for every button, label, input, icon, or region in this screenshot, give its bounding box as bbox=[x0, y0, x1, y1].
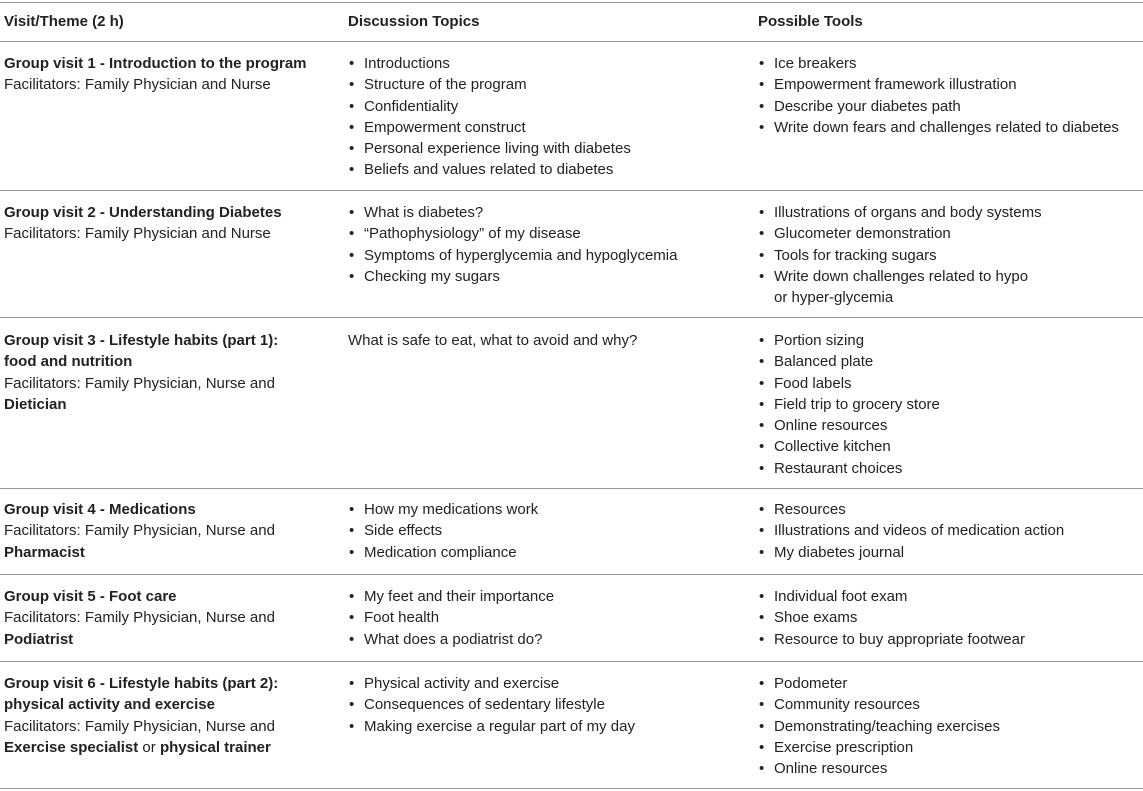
visit-theme-cell bbox=[4, 53, 334, 96]
discussion-topic-text: What is safe to eat, what to avoid and why? bbox=[348, 332, 638, 349]
visit-theme-cell bbox=[4, 586, 334, 650]
bullet-icon: • bbox=[759, 630, 765, 648]
bullet-icon: • bbox=[349, 543, 355, 561]
list-item: • Medication compliance bbox=[348, 542, 743, 563]
possible-tools-cell bbox=[758, 330, 1143, 479]
visit-facilitators: Facilitators: Family Physician and Nurse bbox=[4, 225, 271, 243]
list-item: • What does a podiatrist do? bbox=[348, 629, 743, 650]
table-header-row bbox=[0, 13, 1143, 31]
list-item: • Empowerment framework illustration bbox=[758, 74, 1143, 95]
visit-facilitators: Facilitators: Family Physician, Nurse and bbox=[4, 374, 275, 392]
list-item: • Demonstrating/teaching exercises bbox=[758, 716, 1143, 737]
list-item: • Exercise prescription bbox=[758, 737, 1143, 758]
list-item: • Structure of the program bbox=[348, 74, 743, 95]
header-possible-tools: Possible Tools bbox=[758, 13, 863, 30]
bullet-icon: • bbox=[759, 332, 765, 349]
list-item: • My diabetes journal bbox=[758, 542, 1143, 563]
list-item: • Resources bbox=[758, 499, 1143, 520]
discussion-topics-cell bbox=[348, 499, 743, 563]
bullet-icon: • bbox=[349, 225, 355, 243]
list-item: • Field trip to grocery store bbox=[758, 394, 1143, 415]
row-divider bbox=[0, 574, 1143, 575]
bullet-icon: • bbox=[349, 204, 355, 221]
possible-tools-cell bbox=[758, 586, 1143, 650]
list-item: • How my medications work bbox=[348, 499, 743, 520]
row-divider bbox=[0, 190, 1143, 191]
list-item: • Individual foot exam bbox=[758, 586, 1143, 607]
possible-tools-cell bbox=[758, 499, 1143, 563]
list-item: • Community resources bbox=[758, 694, 1143, 715]
bullet-icon: • bbox=[349, 55, 355, 72]
visit-title: Group visit 6 - Lifestyle habits (part 2): bbox=[4, 675, 279, 692]
visit-facilitator-specialists: Exercise specialist or physical trainer bbox=[4, 738, 271, 756]
bullet-icon: • bbox=[759, 204, 765, 221]
list-item: • Personal experience living with diabetes bbox=[348, 138, 743, 159]
list-item: • Write down challenges related to hypo or hyper-glycemia bbox=[758, 266, 1143, 309]
visit-title: Group visit 2 - Understanding Diabetes bbox=[4, 204, 282, 221]
bullet-icon: • bbox=[759, 609, 765, 627]
list-item: • My feet and their importance bbox=[348, 586, 743, 607]
bullet-icon: • bbox=[759, 459, 765, 477]
visit-theme-cell bbox=[4, 202, 334, 245]
list-item: • Beliefs and values related to diabetes bbox=[348, 159, 743, 180]
visit-theme-cell bbox=[4, 499, 334, 563]
list-item: • Illustrations and videos of medication action bbox=[758, 520, 1143, 541]
bullet-icon: • bbox=[759, 543, 765, 561]
list-item: • Empowerment construct bbox=[348, 117, 743, 138]
possible-tools-cell bbox=[758, 53, 1143, 138]
visit-facilitators: Facilitators: Family Physician, Nurse and bbox=[4, 717, 275, 735]
bullet-icon: • bbox=[349, 267, 355, 285]
list-item: • Balanced plate bbox=[758, 351, 1143, 372]
bullet-icon: • bbox=[759, 353, 765, 371]
possible-tools-cell bbox=[758, 673, 1143, 779]
list-item: • Shoe exams bbox=[758, 607, 1143, 628]
possible-tools-cell bbox=[758, 202, 1143, 308]
bullet-icon: • bbox=[759, 76, 765, 94]
list-item: • Consequences of sedentary lifestyle bbox=[348, 694, 743, 715]
list-item: • What is diabetes? bbox=[348, 202, 743, 223]
row-divider bbox=[0, 488, 1143, 489]
header-discussion-topics: Discussion Topics bbox=[348, 13, 480, 30]
bullet-icon: • bbox=[349, 246, 355, 264]
list-item: • Portion sizing bbox=[758, 330, 1143, 351]
table-bottom-rule bbox=[0, 788, 1143, 789]
bullet-icon: • bbox=[349, 140, 355, 158]
bullet-icon: • bbox=[759, 675, 765, 692]
visit-title-continuation: food and nutrition bbox=[4, 353, 133, 371]
bullet-icon: • bbox=[759, 522, 765, 540]
list-item: • Physical activity and exercise bbox=[348, 673, 743, 694]
bullet-icon: • bbox=[759, 738, 765, 756]
list-item: • Resource to buy appropriate footwear bbox=[758, 629, 1143, 650]
bullet-icon: • bbox=[349, 609, 355, 627]
bullet-icon: • bbox=[349, 588, 355, 605]
visit-facilitators: Facilitators: Family Physician and Nurse bbox=[4, 76, 271, 94]
bullet-icon: • bbox=[349, 630, 355, 648]
list-item: • Foot health bbox=[348, 607, 743, 628]
list-item: • Restaurant choices bbox=[758, 458, 1143, 479]
bullet-icon: • bbox=[759, 55, 765, 72]
visit-theme-cell bbox=[4, 330, 334, 415]
list-item: • Collective kitchen bbox=[758, 436, 1143, 457]
list-item: • Online resources bbox=[758, 758, 1143, 779]
list-item: • Confidentiality bbox=[348, 96, 743, 117]
bullet-icon: • bbox=[759, 417, 765, 435]
list-item: • Symptoms of hyperglycemia and hypoglycemia bbox=[348, 245, 743, 266]
visit-facilitator-specialist: Dietician bbox=[4, 395, 67, 413]
list-item: • Online resources bbox=[758, 415, 1143, 436]
discussion-topics-cell bbox=[348, 53, 743, 181]
bullet-icon: • bbox=[349, 717, 355, 735]
list-item-continuation: or hyper-glycemia bbox=[774, 289, 894, 307]
bullet-icon: • bbox=[759, 395, 765, 413]
row-divider bbox=[0, 317, 1143, 318]
list-item: • Checking my sugars bbox=[348, 266, 743, 287]
visit-title: Group visit 1 - Introduction to the program bbox=[4, 55, 307, 72]
bullet-icon: • bbox=[759, 97, 765, 115]
bullet-icon: • bbox=[349, 97, 355, 115]
bullet-icon: • bbox=[349, 76, 355, 94]
bullet-icon: • bbox=[759, 696, 765, 714]
list-item: • Making exercise a regular part of my day bbox=[348, 716, 743, 737]
bullet-icon: • bbox=[349, 675, 355, 692]
list-item: • Food labels bbox=[758, 373, 1143, 394]
bullet-icon: • bbox=[759, 118, 765, 136]
list-item: • Podometer bbox=[758, 673, 1143, 694]
bullet-icon: • bbox=[759, 225, 765, 243]
list-item: • Tools for tracking sugars bbox=[758, 245, 1143, 266]
visit-title-continuation: physical activity and exercise bbox=[4, 696, 215, 714]
table-header-rule bbox=[0, 41, 1143, 42]
bullet-icon: • bbox=[759, 717, 765, 735]
visit-title: Group visit 3 - Lifestyle habits (part 1): bbox=[4, 332, 279, 349]
list-item: • Introductions bbox=[348, 53, 743, 74]
bullet-icon: • bbox=[759, 501, 765, 518]
row-divider bbox=[0, 661, 1143, 662]
bullet-icon: • bbox=[349, 696, 355, 714]
visit-facilitator-specialist: Podiatrist bbox=[4, 630, 74, 648]
visit-theme-cell bbox=[4, 673, 334, 758]
visit-title: Group visit 5 - Foot care bbox=[4, 588, 177, 605]
list-item: • Glucometer demonstration bbox=[758, 223, 1143, 244]
discussion-topics-cell bbox=[348, 330, 743, 351]
visit-facilitators: Facilitators: Family Physician, Nurse and bbox=[4, 609, 275, 627]
bullet-icon: • bbox=[759, 246, 765, 264]
list-item: • “Pathophysiology” of my disease bbox=[348, 223, 743, 244]
list-item: • Side effects bbox=[348, 520, 743, 541]
header-visit-theme: Visit/Theme (2 h) bbox=[4, 13, 124, 30]
discussion-topics-cell bbox=[348, 586, 743, 650]
list-item: • Write down fears and challenges related to diabetes bbox=[758, 117, 1143, 138]
bullet-icon: • bbox=[759, 588, 765, 605]
bullet-icon: • bbox=[349, 118, 355, 136]
discussion-topics-cell bbox=[348, 202, 743, 287]
visit-facilitators: Facilitators: Family Physician, Nurse and bbox=[4, 522, 275, 540]
bullet-icon: • bbox=[349, 522, 355, 540]
discussion-topics-cell bbox=[348, 673, 743, 737]
list-item: • Describe your diabetes path bbox=[758, 96, 1143, 117]
bullet-icon: • bbox=[349, 161, 355, 179]
visit-facilitator-specialist: Pharmacist bbox=[4, 543, 85, 561]
bullet-icon: • bbox=[759, 760, 765, 778]
list-item: • Ice breakers bbox=[758, 53, 1143, 74]
bullet-icon: • bbox=[349, 501, 355, 518]
visit-title: Group visit 4 - Medications bbox=[4, 501, 196, 518]
bullet-icon: • bbox=[759, 267, 765, 285]
bullet-icon: • bbox=[759, 438, 765, 456]
table-top-rule bbox=[0, 2, 1143, 3]
list-item: • Illustrations of organs and body systems bbox=[758, 202, 1143, 223]
bullet-icon: • bbox=[759, 374, 765, 392]
